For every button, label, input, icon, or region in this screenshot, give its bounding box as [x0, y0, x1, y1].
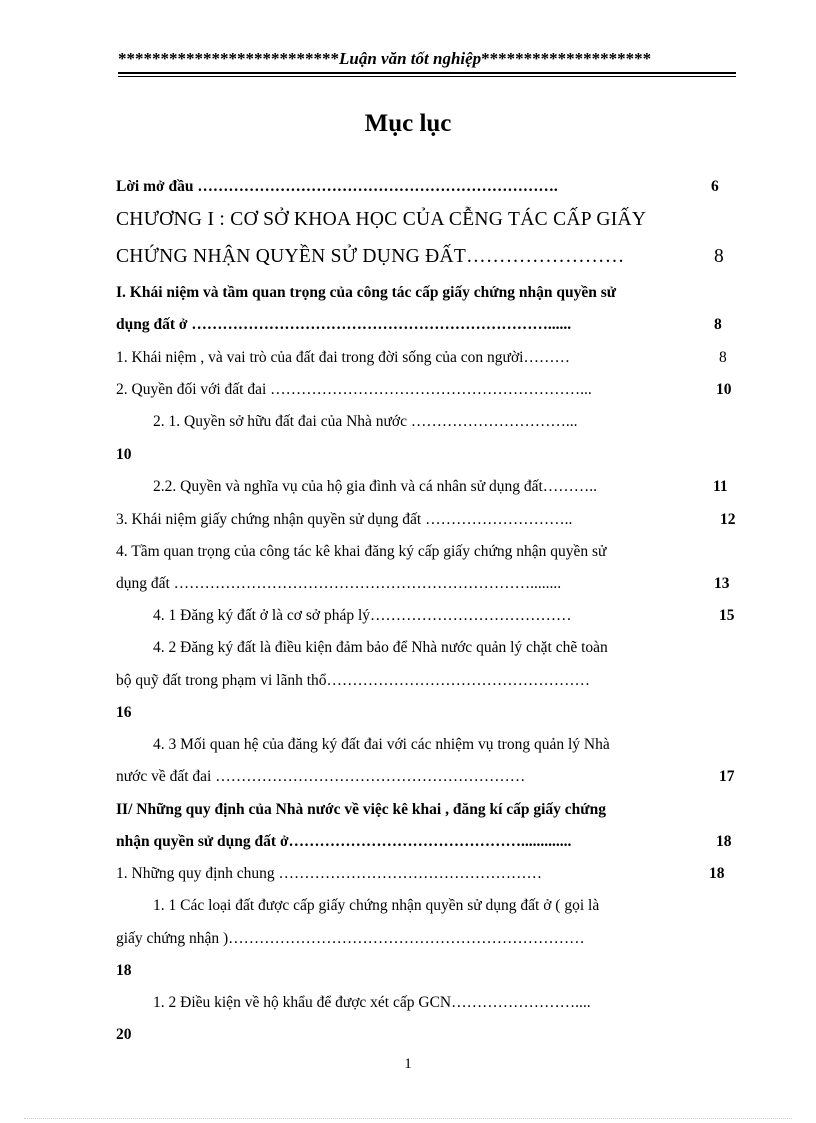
toc-entry-text: 4. 2 Đăng ký đất là điều kiện đảm bảo để Nhà nước quản lý chặt chẽ toàn — [153, 639, 608, 656]
toc-entry-4-1 — [153, 605, 742, 627]
toc-entry-ii-1 — [116, 863, 742, 885]
toc-entry-text: dụng đất ……………………………………………………………........ — [116, 575, 562, 592]
toc-entry-text: CHƯƠNG I : CƠ SỞ KHOA HỌC CỦA CỄNG TÁC CẤP GIẤY — [116, 209, 647, 230]
header-stars-right: ******************** — [481, 49, 652, 68]
header-rule-thick — [118, 72, 736, 74]
toc-entry-text: 1. 2 Điều kiện về hộ khẩu để được xét cấp GCN…………………….... — [153, 994, 591, 1011]
toc-entry-4-3 — [153, 734, 742, 756]
toc-entry-page: 18 — [709, 865, 725, 882]
toc-entry-ii-1-1-page — [116, 960, 742, 982]
toc-entry-text: bộ quỹ đất trong phạm vi lãnh thổ…………………………………………… — [116, 672, 591, 689]
toc-entry-page: 17 — [719, 768, 735, 785]
toc-entry-2-1-page — [116, 444, 742, 466]
toc-entry-page: 15 — [719, 607, 735, 624]
toc-entry-text: dụng đất ở ……………………………………………………………...... — [116, 316, 572, 333]
toc-entry-text: nhận quyền sử dụng đất ở………………………………………............. — [116, 833, 572, 850]
toc-entry-text: II/ Những quy định của Nhà nước về việc kê khai , đăng kí cấp giấy chứng — [116, 801, 606, 818]
toc-entry-ii-1-2-page — [116, 1024, 742, 1046]
toc-chapter-title-cont — [116, 246, 742, 268]
toc-entry-2-2 — [153, 476, 742, 498]
toc-entry-text: Lời mở đầu ……………………………………………………………. — [116, 178, 558, 195]
toc-entry-text: 4. Tầm quan trọng của công tác kê khai đăng ký cấp giấy chứng nhận quyền sử — [116, 543, 607, 560]
toc-entry-page: 11 — [713, 478, 728, 495]
page-bottom-border — [24, 1118, 792, 1119]
toc-entry-page: 13 — [714, 575, 730, 592]
toc-entry-page: 6 — [711, 178, 719, 195]
toc-entry-intro — [116, 176, 742, 198]
toc-entry-text: 2.2. Quyền và nghĩa vụ của hộ gia đình và cá nhân sử dụng đất……….. — [153, 478, 598, 495]
toc-entry-4-2 — [153, 637, 742, 659]
toc-entry-2-1 — [153, 411, 742, 433]
toc-entry-text: CHỨNG NHẬN QUYỀN SỬ DỤNG ĐẤT…………………… — [116, 246, 625, 267]
toc-entry-page: 16 — [116, 704, 132, 721]
toc-entry-text: nước về đất đai …………………………………………………… — [116, 768, 526, 785]
running-header — [118, 48, 736, 70]
toc-entry-4-2-page — [116, 702, 742, 724]
toc-entry-page: 20 — [116, 1026, 132, 1043]
toc-entry-ii-1-2 — [153, 992, 742, 1014]
toc-entry-4-3-cont — [116, 766, 742, 788]
toc-entry-page: 8 — [714, 316, 722, 333]
toc-entry-text: I. Khái niệm và tầm quan trọng của công tác cấp giấy chứng nhận quyền sử — [116, 284, 617, 301]
toc-entry-ii-1-1-cont — [116, 928, 742, 950]
toc-entry-2 — [116, 379, 742, 401]
toc-entry-text: 1. Những quy định chung …………………………………………… — [116, 865, 543, 882]
toc-entry-4-2-cont — [116, 670, 742, 692]
toc-section-1-cont — [116, 314, 742, 336]
toc-entry-4 — [116, 541, 742, 563]
header-title: Luận văn tốt nghiệp — [339, 49, 482, 68]
toc-entry-page: 10 — [716, 381, 732, 398]
toc-entry-page: 10 — [116, 446, 132, 463]
toc-entry-1 — [116, 347, 742, 369]
page-number: 1 — [404, 1056, 412, 1072]
toc-entry-page: 18 — [716, 833, 732, 850]
toc-entry-text: 4. 1 Đăng ký đất ở là cơ sở pháp lý………………………………… — [153, 607, 572, 624]
toc-section-2-cont — [116, 831, 742, 853]
toc-entry-text: 1. Khái niệm , và vai trò của đất đai trong đời sống của con người……… — [116, 349, 570, 366]
toc-entry-page: 8 — [719, 349, 727, 366]
toc-entry-3 — [116, 509, 742, 531]
toc-section-2 — [116, 799, 742, 821]
toc-entry-page: 8 — [714, 246, 725, 267]
toc-entry-text: 1. 1 Các loại đất được cấp giấy chứng nhận quyền sử dụng đất ở ( gọi là — [153, 897, 600, 914]
toc-entry-text: 2. Quyền đối với đất đai ……………………………………………………... — [116, 381, 592, 398]
toc-entry-4-cont — [116, 573, 742, 595]
header-stars-left: ************************** — [118, 49, 339, 68]
toc-entry-page: 18 — [116, 962, 132, 979]
toc-entry-text: giấy chứng nhận )…………………………………………………………… — [116, 930, 585, 947]
toc-entry-text: 4. 3 Mối quan hệ của đăng ký đất đai với các nhiệm vụ trong quản lý Nhà — [153, 736, 610, 753]
toc-section-1 — [116, 282, 742, 304]
toc-chapter-title — [116, 209, 742, 231]
toc-entry-text: 3. Khái niệm giấy chứng nhận quyền sử dụng đất ……………………….. — [116, 511, 573, 528]
page-title: Mục lục — [364, 110, 452, 137]
toc-entry-text: 2. 1. Quyền sở hữu đất đai của Nhà nước …………………………... — [153, 413, 578, 430]
header-rule-thin — [118, 76, 736, 77]
toc-entry-page: 12 — [720, 511, 736, 528]
toc-entry-ii-1-1 — [153, 895, 742, 917]
